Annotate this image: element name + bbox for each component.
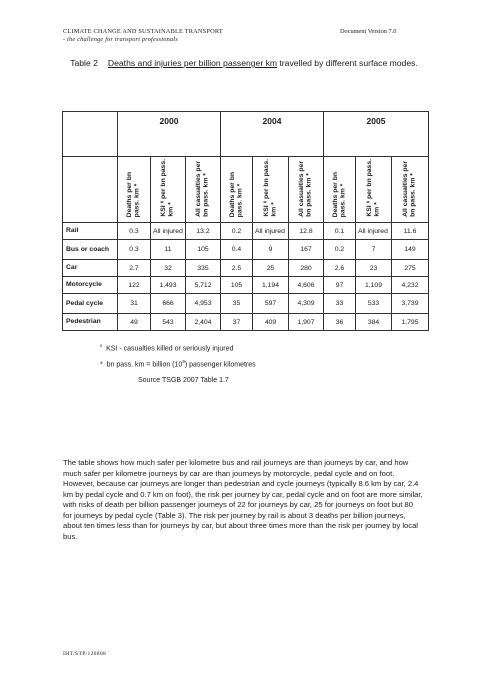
table-cell: 2.7 — [118, 260, 151, 277]
table-cell: 11.6 — [392, 223, 429, 240]
table-cell: 97 — [324, 277, 356, 294]
column-label-text: KSI ˣ per bn pass. km * — [262, 159, 278, 217]
table-cell: 31 — [118, 294, 151, 314]
column-label-row — [63, 157, 429, 223]
table-cell: 167 — [289, 240, 324, 260]
footnote-text: ) passenger kilometres — [184, 361, 256, 369]
table-number: Table 2 — [70, 58, 98, 68]
table-row — [63, 277, 429, 294]
document-header — [63, 28, 223, 44]
corner-cell — [63, 112, 118, 157]
column-label — [356, 157, 392, 223]
document-version: Document Version 7.0 — [340, 28, 397, 35]
table-row — [63, 294, 429, 314]
table-cell: 1,194 — [253, 277, 289, 294]
table-cell: 384 — [356, 314, 392, 331]
column-label — [289, 157, 324, 223]
table-caption — [63, 58, 425, 69]
table-cell: 13.2 — [186, 223, 221, 240]
table-cell: 543 — [151, 314, 186, 331]
column-label — [253, 157, 289, 223]
table-row — [63, 223, 429, 240]
table-cell: 149 — [392, 240, 429, 260]
table-cell: 0.3 — [118, 223, 151, 240]
table-cell: 23 — [356, 260, 392, 277]
year-header: 2004 — [221, 112, 324, 157]
casualty-table — [62, 111, 429, 331]
table-cell: 122 — [118, 277, 151, 294]
table-cell: 275 — [392, 260, 429, 277]
table-cell: 36 — [324, 314, 356, 331]
table-row — [63, 260, 429, 277]
column-label-text: All casualties per bn pass. km * — [402, 161, 417, 217]
page-footer: IHT/STP/120808 — [63, 651, 107, 657]
table-row — [63, 240, 429, 260]
table-cell: 33 — [324, 294, 356, 314]
table-cell: 0.4 — [221, 240, 253, 260]
table-cell: 12.8 — [289, 223, 324, 240]
table-cell: 2,404 — [186, 314, 221, 331]
table-cell: 32 — [151, 260, 186, 277]
footnote-mark: * — [100, 361, 103, 369]
table-cell: 1,109 — [356, 277, 392, 294]
table-cell: 4,232 — [392, 277, 429, 294]
table-row — [63, 314, 429, 331]
column-label — [221, 157, 253, 223]
table-cell: 37 — [221, 314, 253, 331]
table-cell: 4,606 — [289, 277, 324, 294]
table-cell: 7 — [356, 240, 392, 260]
table-cell: 0.2 — [221, 223, 253, 240]
footnote-exponent: 9 — [182, 359, 185, 364]
column-label-text: KSI ˣ per bn pass. km * — [365, 159, 381, 217]
table-source: Source TSGB 2007 Table 1.7 — [138, 377, 229, 384]
row-label: Pedestrian — [63, 314, 118, 331]
column-label-text: KSI ˣ per bn pass. km * — [160, 159, 175, 217]
header-title: CLIMATE CHANGE AND SUSTAINABLE TRANSPORT — [63, 28, 223, 35]
table-cell: 1,493 — [151, 277, 186, 294]
corner-cell — [63, 157, 118, 223]
column-label — [392, 157, 429, 223]
table-cell: 5,712 — [186, 277, 221, 294]
header-subtitle: - the challenge for transport professionals — [63, 36, 178, 43]
table-cell: All injured — [253, 223, 289, 240]
table-cell: 0.1 — [324, 223, 356, 240]
table-cell: 409 — [253, 314, 289, 331]
footnote-mark: x — [100, 343, 103, 348]
footnote-text: KSI - casualties killed or seriously injured — [106, 345, 234, 353]
table-cell: 2.5 — [221, 260, 253, 277]
year-header-row — [63, 112, 429, 157]
table-cell: 666 — [151, 294, 186, 314]
caption-underlined: Deaths and injuries per billion passenger km — [107, 58, 278, 68]
row-label: Rail — [63, 223, 118, 240]
year-header: 2000 — [118, 112, 221, 157]
column-label-text: Deaths per bn pass. km * — [331, 171, 347, 217]
table-cell: 335 — [186, 260, 221, 277]
table-cell: 4,309 — [289, 294, 324, 314]
table-cell: 35 — [221, 294, 253, 314]
table-cell: 597 — [253, 294, 289, 314]
table-cell: 280 — [289, 260, 324, 277]
row-label: Pedal cycle — [63, 294, 118, 314]
table-cell: 1,795 — [392, 314, 429, 331]
column-label — [118, 157, 151, 223]
table-cell: 4,953 — [186, 294, 221, 314]
table-cell: 0.2 — [324, 240, 356, 260]
column-label — [151, 157, 186, 223]
column-label-text: All casualties per bn pass. km * — [298, 161, 313, 217]
column-label — [186, 157, 221, 223]
footnote-ksi — [100, 343, 233, 352]
table-cell: All injured — [356, 223, 392, 240]
column-label-text: Deaths per bn pass. km * — [126, 171, 141, 217]
row-label: Car — [63, 260, 118, 277]
table-cell: 9 — [253, 240, 289, 260]
table-cell: 105 — [186, 240, 221, 260]
column-label — [324, 157, 356, 223]
footnote-text: bn pass. km = billion (10 — [106, 361, 183, 369]
table-cell: 2.6 — [324, 260, 356, 277]
table-cell: All injured — [151, 223, 186, 240]
table-cell: 11 — [151, 240, 186, 260]
table-cell: 49 — [118, 314, 151, 331]
year-header: 2005 — [324, 112, 429, 157]
column-label-text: All casualties per bn pass. km * — [195, 161, 210, 217]
table-cell: 533 — [356, 294, 392, 314]
footnote-bn — [100, 359, 256, 368]
row-label: Motorcycle — [63, 277, 118, 294]
column-label-text: Deaths per bn pass. km * — [228, 171, 244, 217]
table-cell: 25 — [253, 260, 289, 277]
table-cell: 3,739 — [392, 294, 429, 314]
table-cell: 0.3 — [118, 240, 151, 260]
table-cell: 1,907 — [289, 314, 324, 331]
row-label: Bus or coach — [63, 240, 118, 260]
table-cell: 105 — [221, 277, 253, 294]
table-body — [63, 223, 429, 331]
body-paragraph: The table shows how much safer per kilometre bus and rail journeys are than journeys by car, and how much safer per kilometre journeys by car are than journeys by motorcycle, pedal cycle and on foot. However, because car journeys are longer than pedestrian and cycle journeys (typically 8.6 km by car, 2.4 km by pedal cycle and 0.7 km on foot), the risk per journey by car, pedal cycle and on foot are more similar, with risks of death per billion passenger journeys of 22 for journeys by car, 25 for journeys on foot but 80 for journeys by pedal cycle (Table 3). The risk per journey by rail is about 3 deaths per billion journeys, about ten times less than for journeys by car, but about three times more than the risk per journey by local bus. — [63, 458, 423, 541]
caption-rest: travelled by different surface modes. — [277, 58, 418, 68]
